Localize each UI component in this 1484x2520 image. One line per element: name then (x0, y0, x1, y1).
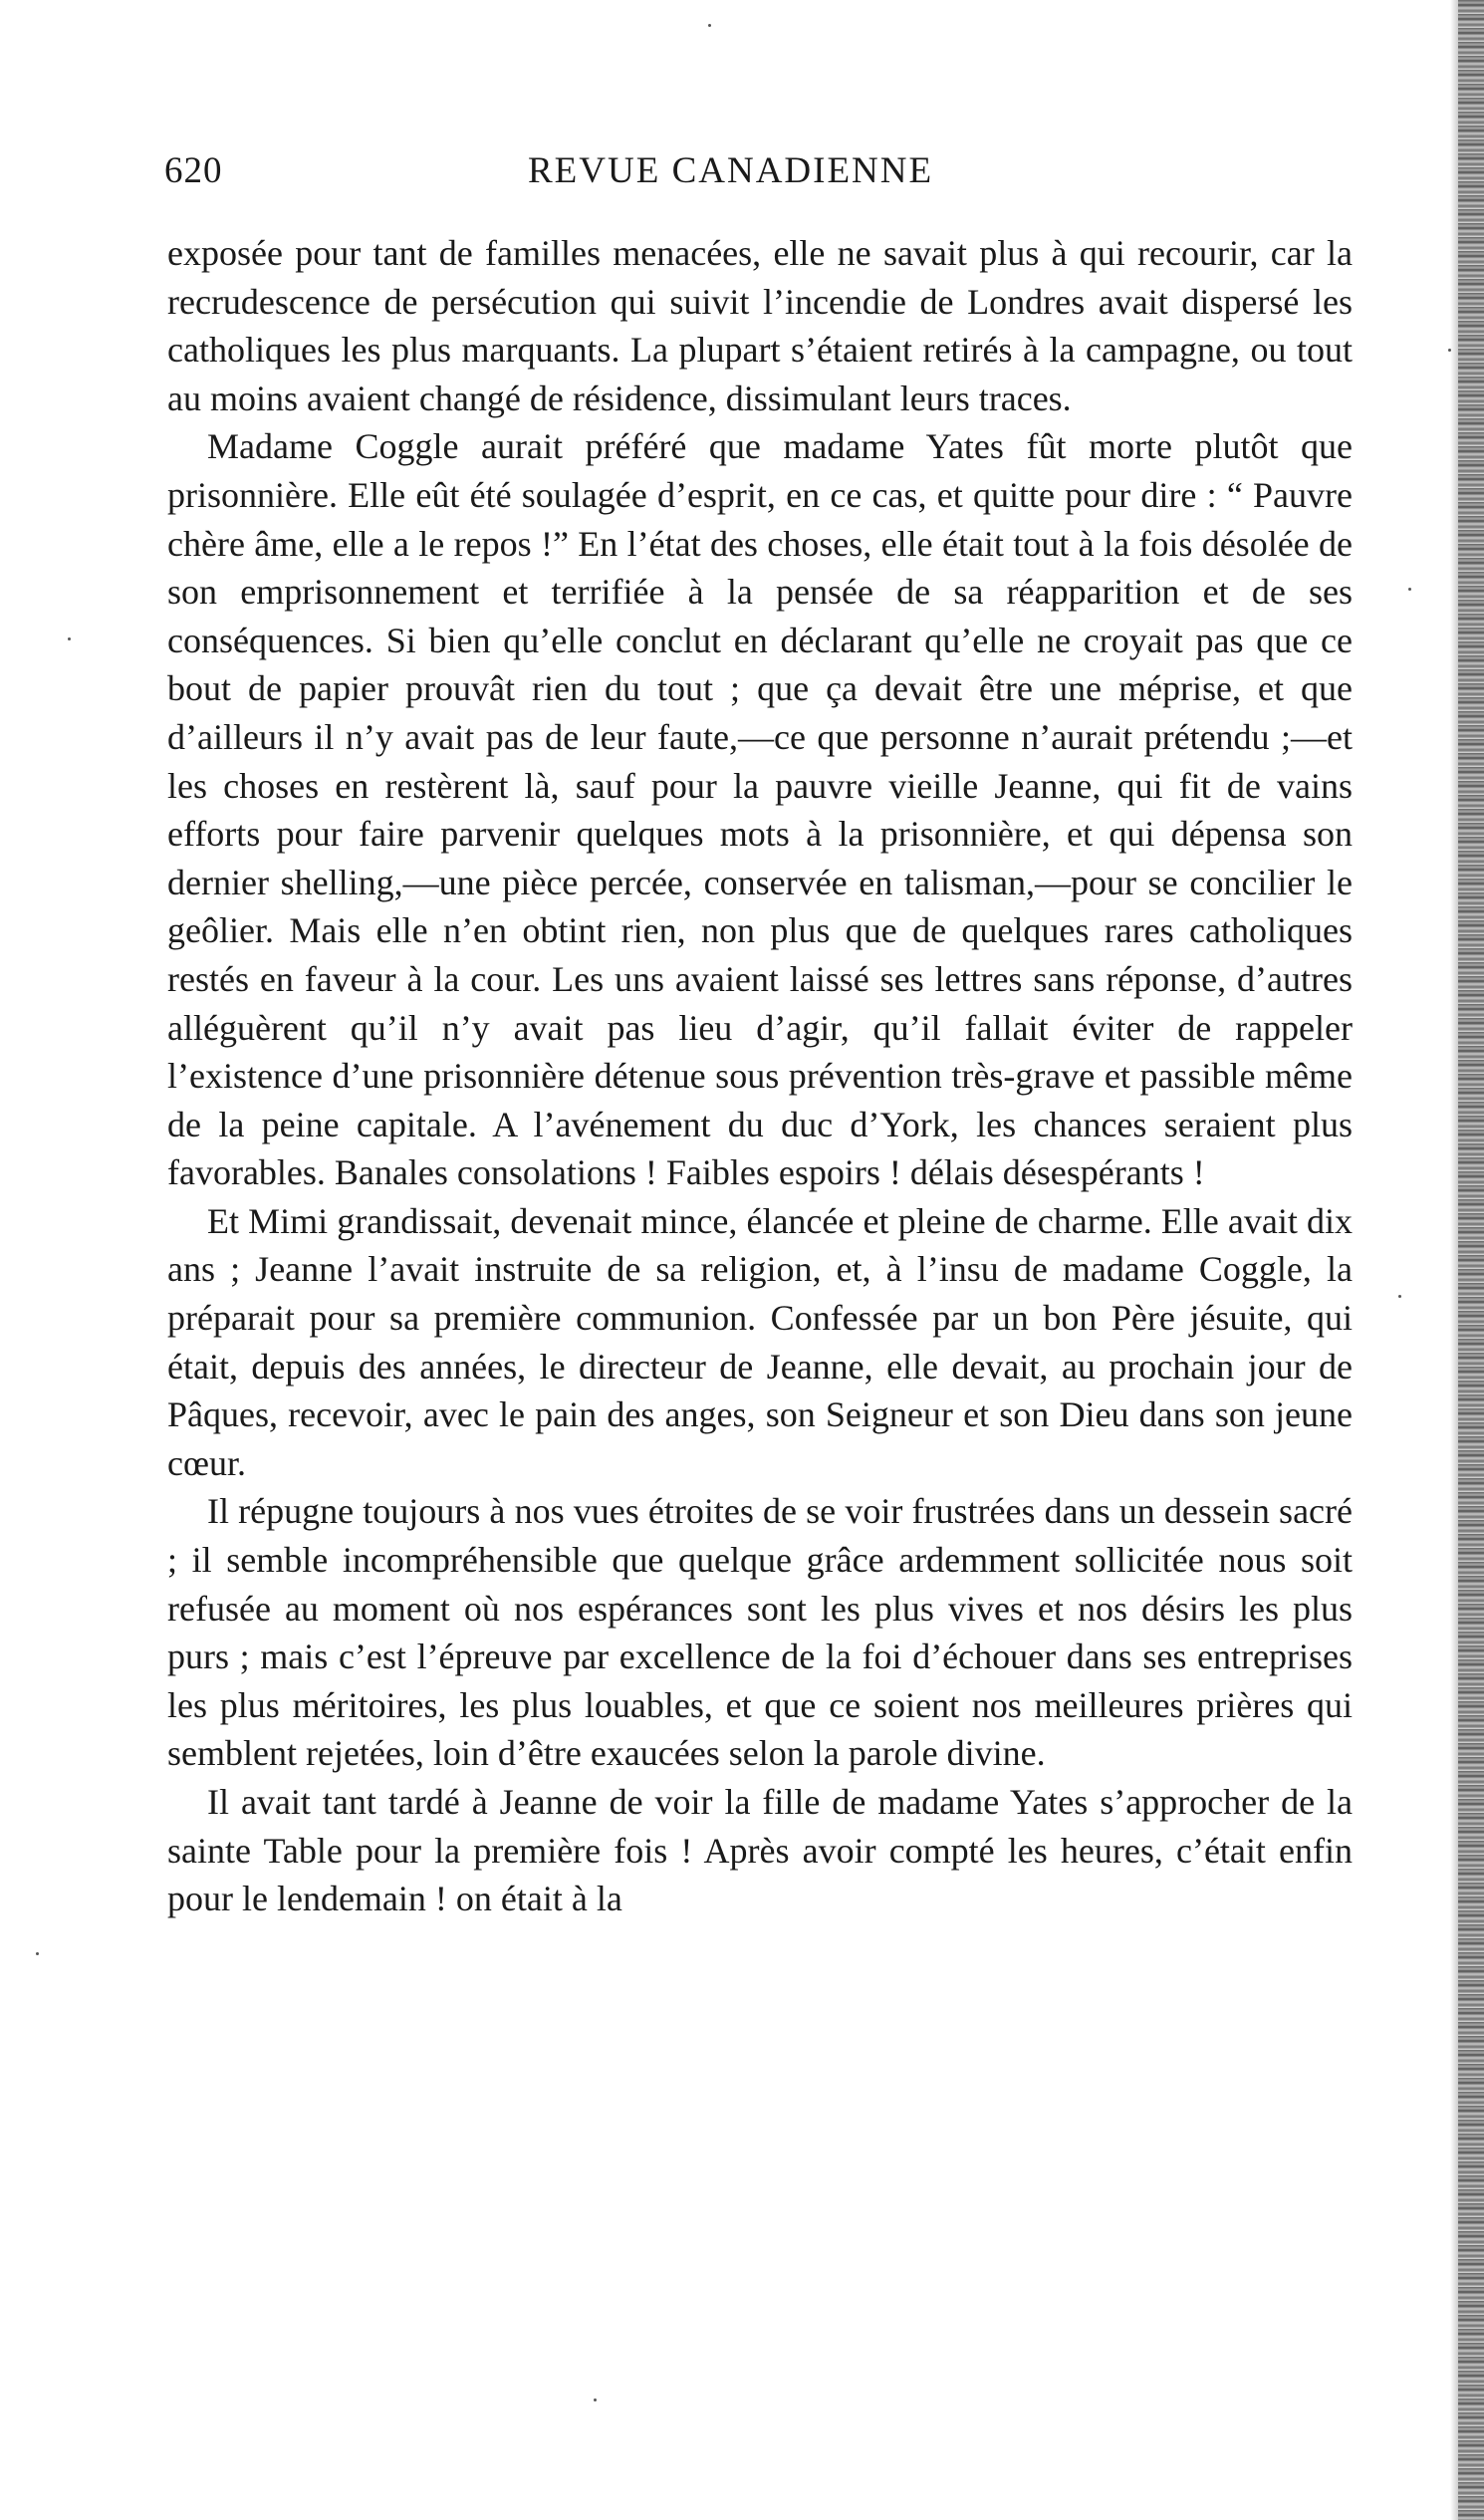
paragraph-mimi: Et Mimi grandissait, devenait mince, élancée et pleine de charme. Elle avait dix ans ; Jeanne l’avait instruite de sa religion, et, à l’insu de madame Coggle, la préparait pour sa première communion. Confessée par un bon Père jésuite, qui était, depuis des années, le directeur de Jeanne, elle devait, au prochain jour de Pâques, recevoir, avec le pain des anges, son Seigneur et son Dieu dans son jeune cœur. (167, 1200, 1353, 1483)
scan-speck (1398, 1295, 1401, 1298)
scan-speck (1408, 588, 1411, 591)
scan-speck (708, 24, 711, 27)
paragraph-madame-coggle: Madame Coggle aurait préféré que madame Yates fût morte plutôt que prisonnière. Elle eût été soulagée d’esprit, en ce cas, et quitte pour dire : “ Pauvre chère âme, elle a le repos !” En l’état des choses, elle était tout à la fois désolée de son emprisonnement et terrifiée à la pensée de sa réapparition et de ses conséquences. Si bien qu’elle conclut en déclarant qu’elle ne croyait pas que ce bout de papier prouvât rien du tout ; que ça devait être une méprise, et que d’ailleurs il n’y avait pas de leur faute,—ce que personne n’aurait prétendu ;—et les choses en restèrent là, sauf pour la pauvre vieille Jeanne, qui fit de vains efforts pour faire parvenir quelques mots à la prisonnière, et qui dépensa son dernier shelling,—une pièce percée, conservée en talisman,—pour se concilier le geôlier. Mais elle n’en obtint rien, non plus que de quelques rares catholiques restés en faveur à la cour. Les uns avaient laissé ses lettres sans réponse, d’autres alléguèrent qu’il n’y avait pas lieu d’agir, qu’il fallait éviter de rappeler l’existence d’une prisonnière détenue sous prévention très-grave et passible même de la peine capitale. A l’avénement du duc d’York, les chances seraient plus favorables. Banales consolations ! Faibles espoirs ! délais désespérants ! (167, 426, 1353, 1193)
scan-speck (594, 2398, 597, 2401)
page-edge-shadow (1450, 0, 1458, 2520)
scan-speck (36, 1952, 39, 1955)
page-number: 620 (164, 150, 223, 191)
running-title: REVUE CANADIENNE (528, 150, 934, 191)
page-header (164, 149, 1360, 199)
paragraph-first-communion: Il avait tant tardé à Jeanne de voir la fille de madame Yates s’approcher de la sainte Table pour la première fois ! Après avoir compté les heures, c’était enfin pour le lendemain ! on était à la (167, 1782, 1353, 1919)
scanned-page-edge (1458, 0, 1484, 2520)
text-body (167, 229, 1353, 1923)
scan-speck (68, 637, 71, 640)
scan-speck (1448, 349, 1451, 352)
paragraph-continued: exposée pour tant de familles menacées, elle ne savait plus à qui recourir, car la recrudescence de persécution qui suivit l’incendie de Londres avait dispersé les catholiques les plus marquants. La plupart s’étaient retirés à la campagne, ou tout au moins avaient changé de résidence, dissimulant leurs traces. (167, 233, 1353, 418)
paragraph-frustrated-hopes: Il répugne toujours à nos vues étroites de se voir frustrées dans un dessein sacré ; il semble incompréhensible que quelque grâce ardemment sollicitée nous soit refusée au moment où nos espérances sont les plus vives et nos désirs les plus purs ; mais c’est l’épreuve par excellence de la foi d’échouer dans ses entreprises les plus méritoires, les plus louables, et que ce soient nos meilleures prières qui semblent rejetées, loin d’être exaucées selon la parole divine. (167, 1491, 1353, 1774)
